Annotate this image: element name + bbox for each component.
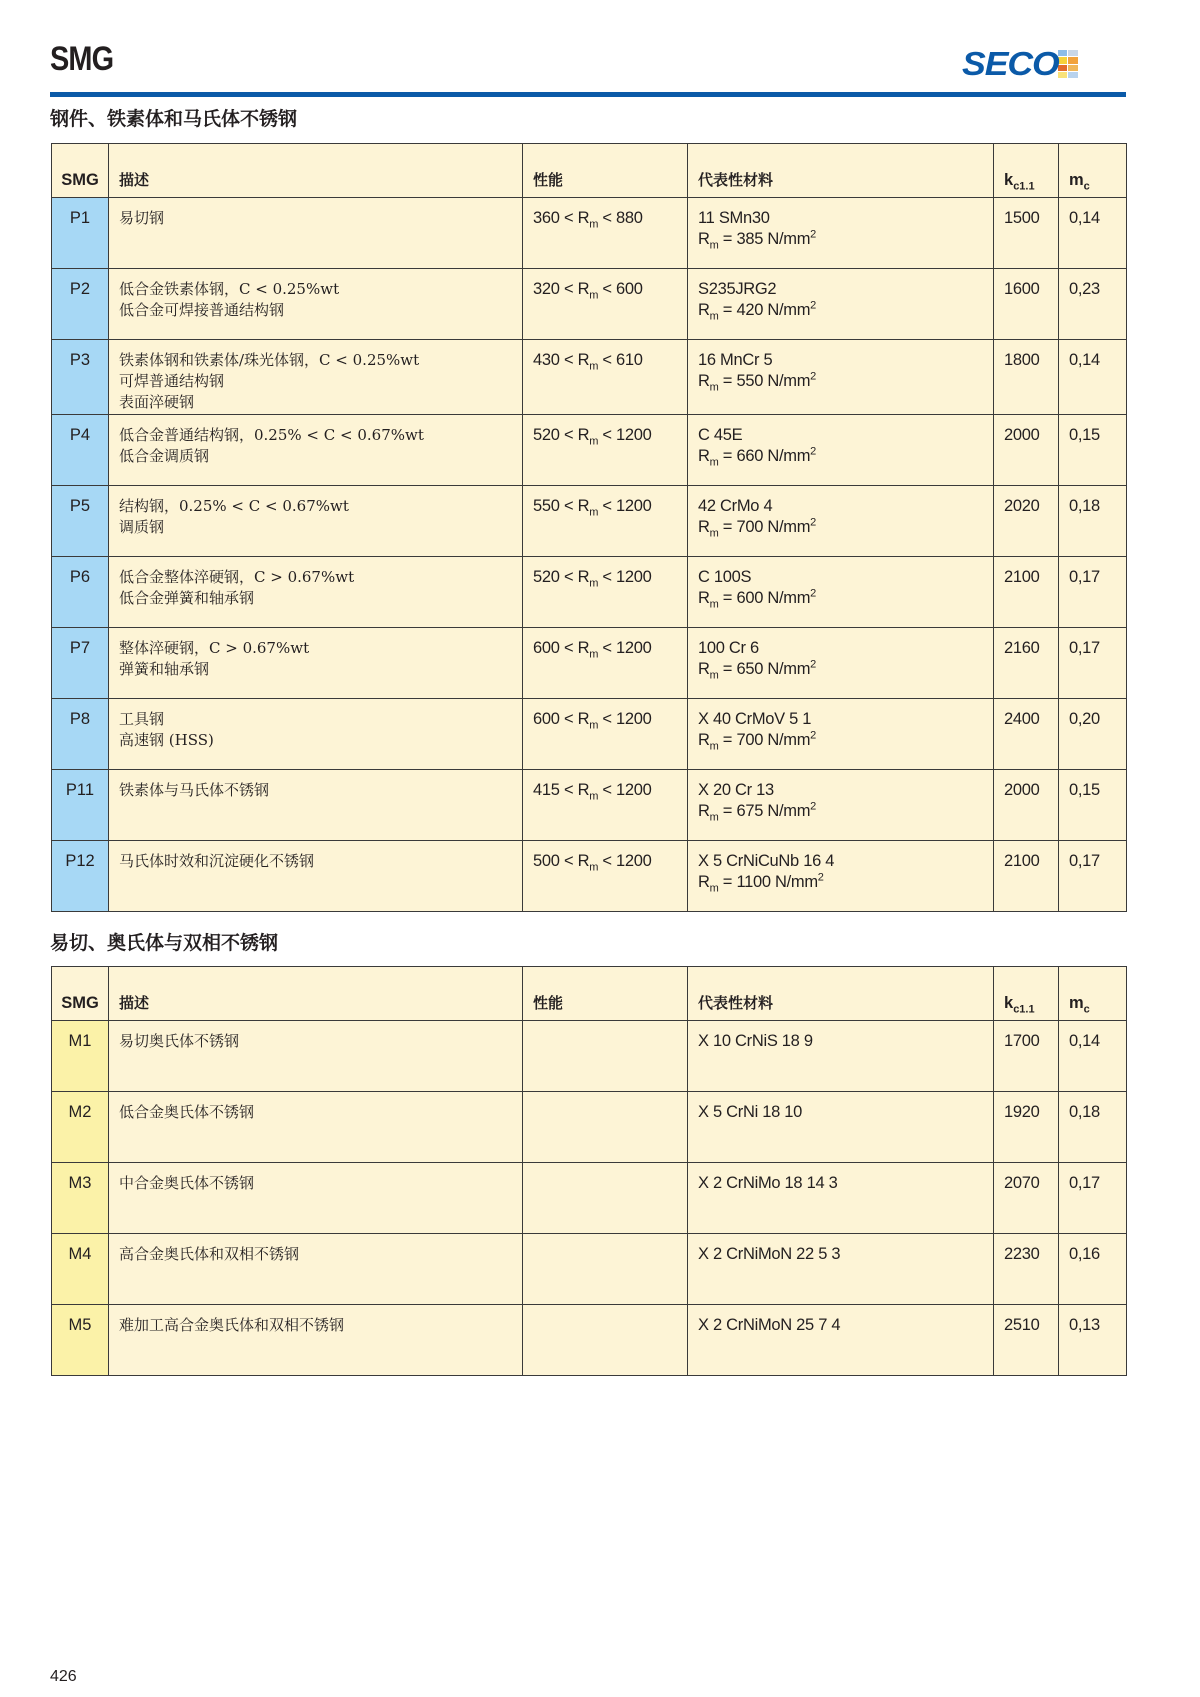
eq-symbol: = [722,447,733,465]
lt-symbol: < [602,852,612,870]
description-line: 高合金奥氏体和双相不锈钢 [119,1245,300,1263]
description-cell [109,1305,523,1376]
logo-mark-icon [1058,50,1078,78]
description-cell [109,486,523,557]
lt-symbol: < [602,209,612,227]
kc-value: 2020 [994,486,1059,557]
rm-subscript: m [589,719,599,732]
header-kc: $k_{c1.1}$ [994,967,1059,1021]
table-row [52,628,1127,699]
page-title: SMG [50,40,114,78]
property-cell [523,770,688,841]
rm-symbol: R [698,518,710,536]
lt-symbol: < [563,209,574,227]
description-line: 结构钢，0.25% < C < 0.67%wt [119,497,349,515]
mc-value: 0,17 [1059,557,1127,628]
kc-value: 1600 [994,269,1059,340]
property-max: 1200 [616,639,652,657]
property-cell [523,841,688,912]
description-line: 低合金可焊接普通结构钢 [119,301,285,319]
rm-unit-exponent: 2 [810,516,816,529]
lt-symbol: < [563,351,574,369]
table-row [52,415,1127,486]
rm-subscript: m [709,239,719,252]
lt-symbol: < [602,568,612,586]
rm-unit-exponent: 2 [810,658,816,671]
mc-value: 0,13 [1059,1305,1127,1376]
rm-subscript: m [709,456,719,469]
smg-code: M3 [52,1163,109,1234]
section-title-m: 易切、奥氏体与双相不锈钢 [50,932,279,954]
material-name: C 100S [698,568,752,586]
eq-symbol: = [722,301,733,319]
smg-code: P6 [52,557,109,628]
mc-value: 0,16 [1059,1234,1127,1305]
material-name: C 45E [698,426,743,444]
rm-symbol: R [698,589,710,607]
rm-value: 650 N/mm [736,660,811,678]
material-cell [688,1021,994,1092]
rm-unit-exponent: 2 [810,299,816,312]
material-cell [688,1092,994,1163]
rm-symbol: R [577,280,590,298]
rm-value: 700 N/mm [736,518,811,536]
lt-symbol: < [602,781,612,799]
table-row [52,699,1127,770]
description-line: 铁素体与马氏体不锈钢 [119,781,270,799]
rm-unit-exponent: 2 [810,800,816,813]
kc-value: 2000 [994,415,1059,486]
property-max: 610 [616,351,643,369]
rm-subscript: m [709,882,719,895]
description-line: 难加工高合金奥氏体和双相不锈钢 [119,1316,345,1334]
property-max: 1200 [616,781,652,799]
material-rm [698,801,983,822]
eq-symbol: = [722,660,733,678]
property-max: 1200 [616,568,652,586]
description-cell [109,1163,523,1234]
material-name: X 5 CrNi 18 10 [698,1103,803,1121]
lt-symbol: < [563,426,574,444]
property-cell [523,557,688,628]
header-kc: $k_{c1.1}$ [994,144,1059,198]
material-name: S235JRG2 [698,280,777,298]
kc-value: 1700 [994,1021,1059,1092]
description-cell [109,340,523,415]
rm-subscript: m [709,669,719,682]
rm-symbol: R [698,447,710,465]
property-cell [523,699,688,770]
header-smg: SMG [52,144,109,198]
kc-value: 1500 [994,198,1059,269]
property-max: 600 [616,280,643,298]
mc-value: 0,20 [1059,699,1127,770]
header-smg: SMG [52,967,109,1021]
rm-subscript: m [709,381,719,394]
description-cell [109,1234,523,1305]
table-row [52,1092,1127,1163]
logo-text: SECO [962,45,1059,82]
material-rm [698,517,983,538]
material-rm [698,659,983,680]
header-description: 描述 [109,967,523,1021]
rm-value: 675 N/mm [736,802,811,820]
rm-subscript: m [589,790,599,803]
lt-symbol: < [563,852,574,870]
material-name: X 2 CrNiMoN 25 7 4 [698,1316,841,1334]
table-row [52,269,1127,340]
description-line: 马氏体时效和沉淀硬化不锈钢 [119,852,315,870]
rm-subscript: m [589,289,599,302]
property-min: 600 [533,639,560,657]
mc-value: 0,15 [1059,770,1127,841]
eq-symbol: = [722,372,733,390]
description-cell [109,841,523,912]
material-cell [688,415,994,486]
material-name: X 40 CrMoV 5 1 [698,710,812,728]
lt-symbol: < [602,710,612,728]
rm-value: 420 N/mm [736,301,811,319]
table-row [52,340,1127,415]
smg-code: M1 [52,1021,109,1092]
rm-unit-exponent: 2 [810,445,816,458]
eq-symbol: = [722,518,733,536]
mc-value: 0,14 [1059,1021,1127,1092]
description-line: 中合金奥氏体不锈钢 [119,1174,255,1192]
rm-symbol: R [698,873,710,891]
material-name: X 5 CrNiCuNb 16 4 [698,852,835,870]
rm-unit-exponent: 2 [810,370,816,383]
rm-unit-exponent: 2 [810,729,816,742]
rm-symbol: R [698,660,710,678]
header-mc: $m_c$ [1059,144,1127,198]
description-line: 调质钢 [119,518,165,536]
property-min: 415 [533,781,560,799]
property-cell [523,486,688,557]
rm-unit-exponent: 2 [810,587,816,600]
kc-value: 2160 [994,628,1059,699]
smg-code: P1 [52,198,109,269]
description-cell [109,415,523,486]
property-cell [523,415,688,486]
lt-symbol: < [563,781,574,799]
lt-symbol: < [602,280,612,298]
table-row [52,486,1127,557]
smg-code: P5 [52,486,109,557]
description-cell [109,770,523,841]
header-material: 代表性材料 [688,144,994,198]
mc-value: 0,14 [1059,340,1127,415]
material-rm [698,371,983,392]
material-rm [698,300,983,321]
rm-subscript: m [589,648,599,661]
rm-subscript: m [589,435,599,448]
rm-subscript: m [709,310,719,323]
rm-symbol: R [577,497,590,515]
description-cell [109,1092,523,1163]
mc-value: 0,17 [1059,628,1127,699]
eq-symbol: = [722,731,733,749]
material-cell [688,340,994,415]
header-material: 代表性材料 [688,967,994,1021]
property-min: 360 [533,209,560,227]
seco-logo [962,45,1078,82]
rm-symbol: R [698,301,710,319]
material-cell [688,628,994,699]
material-name: X 10 CrNiS 18 9 [698,1032,813,1050]
description-line: 弹簧和轴承钢 [119,660,210,678]
table-row [52,841,1127,912]
material-cell [688,1163,994,1234]
description-cell [109,269,523,340]
description-cell [109,628,523,699]
rm-subscript: m [709,811,719,824]
material-cell [688,699,994,770]
rm-symbol: R [577,426,590,444]
table-p [51,143,1127,912]
kc-value: 2070 [994,1163,1059,1234]
rm-subscript: m [589,218,599,231]
material-rm [698,872,983,893]
rm-unit-exponent: 2 [810,228,816,241]
property-cell [523,1234,688,1305]
description-line: 低合金奥氏体不锈钢 [119,1103,255,1121]
material-rm [698,588,983,609]
description-line: 工具钢 [119,710,165,728]
rm-subscript: m [589,506,599,519]
rm-symbol: R [577,351,590,369]
rm-symbol: R [577,710,590,728]
rm-subscript: m [589,861,599,874]
table-header-row [52,967,1127,1021]
header-property: 性能 [523,967,688,1021]
property-cell [523,1163,688,1234]
smg-code: P12 [52,841,109,912]
table-row [52,1163,1127,1234]
smg-code: P2 [52,269,109,340]
property-max: 880 [616,209,643,227]
smg-code: M4 [52,1234,109,1305]
rm-symbol: R [698,230,710,248]
lt-symbol: < [602,497,612,515]
property-cell [523,628,688,699]
description-line: 低合金弹簧和轴承钢 [119,589,255,607]
kc-value: 1920 [994,1092,1059,1163]
lt-symbol: < [563,639,574,657]
rm-value: 660 N/mm [736,447,811,465]
material-cell [688,269,994,340]
rm-symbol: R [698,731,710,749]
property-cell [523,1092,688,1163]
description-line: 低合金铁素体钢，C < 0.25%wt [119,280,340,298]
description-cell [109,699,523,770]
table-row [52,770,1127,841]
description-line: 易切奥氏体不锈钢 [119,1032,240,1050]
mc-value: 0,18 [1059,486,1127,557]
lt-symbol: < [602,639,612,657]
rm-value: 550 N/mm [736,372,811,390]
kc-value: 2100 [994,841,1059,912]
property-min: 520 [533,568,560,586]
description-line: 易切钢 [119,209,165,227]
rm-symbol: R [577,781,590,799]
material-rm [698,229,983,250]
description-line: 低合金整体淬硬钢，C > 0.67%wt [119,568,355,586]
rm-subscript: m [709,527,719,540]
property-max: 1200 [616,710,652,728]
eq-symbol: = [722,589,733,607]
rm-value: 600 N/mm [736,589,811,607]
rm-symbol: R [577,852,590,870]
table-row [52,198,1127,269]
rm-value: 1100 N/mm [736,873,818,891]
material-cell [688,770,994,841]
mc-value: 0,18 [1059,1092,1127,1163]
table-m [51,966,1127,1376]
property-min: 320 [533,280,560,298]
lt-symbol: < [563,568,574,586]
smg-code: P4 [52,415,109,486]
material-cell [688,486,994,557]
property-min: 600 [533,710,560,728]
material-name: X 20 Cr 13 [698,781,774,799]
page-number: 426 [50,1668,77,1685]
table-row [52,1305,1127,1376]
material-cell [688,198,994,269]
lt-symbol: < [602,426,612,444]
section-title-p: 钢件、铁素体和马氏体不锈钢 [50,108,298,130]
lt-symbol: < [563,497,574,515]
lt-symbol: < [563,280,574,298]
rm-unit-exponent: 2 [817,871,824,884]
rm-symbol: R [577,209,590,227]
table-row [52,1021,1127,1092]
mc-value: 0,14 [1059,198,1127,269]
description-line: 可焊普通结构钢 [119,372,225,390]
smg-code: M5 [52,1305,109,1376]
material-name: 42 CrMo 4 [698,497,773,515]
description-line: 铁素体钢和铁素体/珠光体钢，C < 0.25%wt [119,351,420,369]
rm-subscript: m [709,740,719,753]
description-cell [109,1021,523,1092]
property-cell [523,198,688,269]
description-line: 整体淬硬钢，C > 0.67%wt [119,639,310,657]
material-name: X 2 CrNiMo 18 14 3 [698,1174,838,1192]
material-cell [688,1234,994,1305]
header-property: 性能 [523,144,688,198]
material-cell [688,557,994,628]
eq-symbol: = [722,873,733,891]
eq-symbol: = [722,802,733,820]
mc-value: 0,23 [1059,269,1127,340]
material-cell [688,841,994,912]
property-max: 1200 [616,852,652,870]
kc-value: 1800 [994,340,1059,415]
property-min: 520 [533,426,560,444]
rm-symbol: R [577,568,590,586]
eq-symbol: = [722,230,733,248]
material-rm [698,446,983,467]
rm-subscript: m [589,360,599,373]
rm-subscript: m [589,577,599,590]
property-cell [523,340,688,415]
property-cell [523,269,688,340]
property-min: 550 [533,497,560,515]
header-mc: $m_c$ [1059,967,1127,1021]
material-name: 100 Cr 6 [698,639,759,657]
property-min: 430 [533,351,560,369]
lt-symbol: < [602,351,612,369]
description-line: 高速钢 (HSS) [119,731,214,749]
smg-code: P7 [52,628,109,699]
material-name: 11 SMn30 [698,209,770,227]
kc-value: 2100 [994,557,1059,628]
property-cell [523,1021,688,1092]
header-description: 描述 [109,144,523,198]
kc-value: 2230 [994,1234,1059,1305]
rm-value: 700 N/mm [736,731,811,749]
material-name: 16 MnCr 5 [698,351,773,369]
kc-value: 2000 [994,770,1059,841]
property-min: 500 [533,852,560,870]
material-rm [698,730,983,751]
table-header-row [52,144,1127,198]
kc-value: 2510 [994,1305,1059,1376]
property-max: 1200 [616,426,652,444]
kc-value: 2400 [994,699,1059,770]
rm-symbol: R [698,802,710,820]
description-cell [109,557,523,628]
table-row [52,1234,1127,1305]
mc-value: 0,17 [1059,841,1127,912]
smg-code: M2 [52,1092,109,1163]
description-line: 低合金普通结构钢，0.25% < C < 0.67%wt [119,426,424,444]
property-max: 1200 [616,497,652,515]
material-cell [688,1305,994,1376]
mc-value: 0,15 [1059,415,1127,486]
property-cell [523,1305,688,1376]
rm-symbol: R [577,639,590,657]
header-rule [50,92,1126,97]
description-line: 表面淬硬钢 [119,393,195,411]
description-line: 低合金调质钢 [119,447,210,465]
description-cell [109,198,523,269]
rm-value: 385 N/mm [736,230,811,248]
rm-symbol: R [698,372,710,390]
rm-subscript: m [709,598,719,611]
smg-code: P3 [52,340,109,415]
mc-value: 0,17 [1059,1163,1127,1234]
smg-code: P8 [52,699,109,770]
lt-symbol: < [563,710,574,728]
smg-code: P11 [52,770,109,841]
table-row [52,557,1127,628]
material-name: X 2 CrNiMoN 22 5 3 [698,1245,841,1263]
